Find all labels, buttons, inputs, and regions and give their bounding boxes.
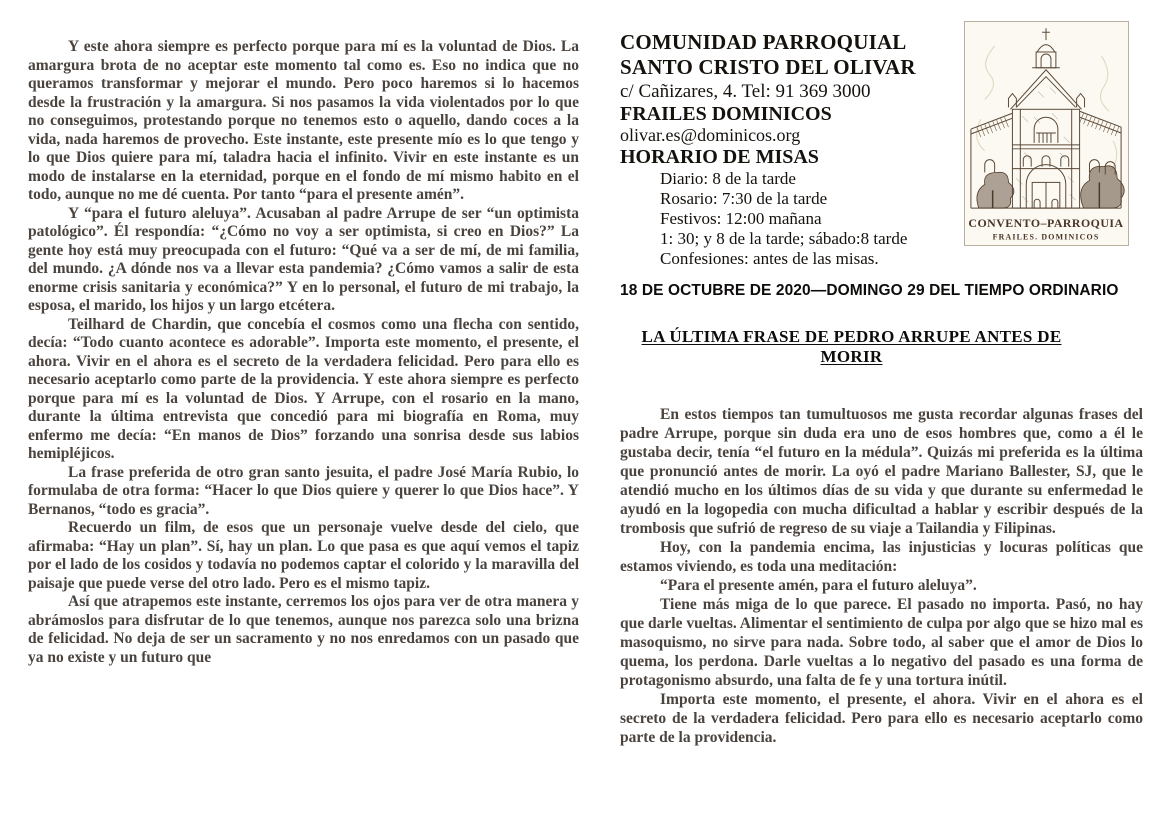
parish-email: olivar.es@dominicos.org [620,125,801,145]
paragraph: Recuerdo un film, de esos que un personaje vuelve desde del cielo, que afirmaba: “Hay un plan”. Sí, hay un plan. Lo que pasa es que aquí vemos el tapiz por el lado de los cosidos y todavía no podemos captar el colorido y la maravilla del paisaje que puede verse del otro lado. Pero es el mismo tapiz. [28,519,579,592]
paragraph: Tiene más miga de lo que parece. El pasado no importa. Pasó, no hay que darle vueltas. Alimentar el sentimiento de culpa por algo que se hizo mal es masoquismo, no sirve para nada. Sobre todo, al saber que el amor de Dios lo quema, los perdona. Darle vueltas a lo negativo del pasado es una forma de protagonismo absurdo, una falta de fe y una tortura inútil. [620,596,1143,689]
tree-sketch [977,166,1124,208]
schedule-line: Rosario: 7:30 de la tarde [660,189,828,208]
article-title: LA ÚLTIMA FRASE DE PEDRO ARRUPE ANTES DE MORIR [641,327,1062,366]
church-drawing [964,21,1129,246]
schedule-line: Confesiones: antes de las misas. [660,249,879,268]
paragraph: Teilhard de Chardin, que concebía el cosmos como una flecha con sentido, decía: “Todo cuanto acontece es adorable”. Importa este momento, el presente, el ahora. Vivir en el ahora es el secreto de la verdadera felicidad. Pero para ello es necesario aceptarlo como parte de la providencia. Y este ahora siempre es perfecto porque para mí es la voluntad de Dios. Y Arrupe, con el rosario en la mano, durante la última entrevista que concedió para mi biografía en Roma, muy enfermo me decía: “En manos de Dios” forzando una sonrisa desde sus labios hemipléjicos. [28,315,579,462]
paragraph: En estos tiempos tan tumultuosos me gusta recordar algunas frases del padre Arrupe, porque sin duda era uno de esos hombres que, como a él le gustaba decir, tenía “el futuro en la médula”. Quizás mi preferida es la última que pronunció antes de morir. La oyó el padre Mariano Ballester, SJ, que le atendió mucho en los últimos días de su vida y que durante su enfermedad le ayudó en la logopedia con mucha dificultad a hablar y escribir después de la trombosis que sufrió de regreso de su viaje a Tailandia y Filipinas. [620,406,1143,537]
mass-schedule-title: HORARIO DE MISAS [620,146,819,168]
date-line: 18 DE OCTUBRE DE 2020—DOMINGO 29 DEL TIEMPO ORDINARIO [620,282,1119,299]
paragraph: Importa este momento, el presente, el ahora. Vivir en el ahora es el secreto de la verdadera felicidad. Pero para ello es necesario aceptarlo como parte de la providencia. [620,691,1143,746]
paragraph: Hoy, con la pandemia encima, las injusticias y locuras políticas que estamos viviendo, es toda una meditación: [620,539,1143,575]
left-column [28,38,579,667]
parish-address: c/ Cañizares, 4. Tel: 91 369 3000 [620,81,871,102]
church-caption-line2: FRAILES. DOMINICOS [992,232,1100,242]
paragraph: “Para el presente amén, para el futuro aleluya”. [660,577,977,594]
article-body [620,405,1143,747]
schedule-line: Diario: 8 de la tarde [660,169,796,188]
schedule-line: Festivos: 12:00 mañana [660,209,822,228]
parish-order-name: FRAILES DOMINICOS [620,103,832,125]
church-facade-sketch [965,22,1128,245]
church-caption-line1: CONVENTO–PARROQUIA [968,215,1124,230]
paragraph: Así que atrapemos este instante, cerremos los ojos para ver de otra manera y abrámoslos para disfrutar de lo que tenemos, aunque nos parezca solo una brizna de felicidad. No deja de ser un sacramento y no nos enredamos con un pasado que ya no existe y un futuro que [28,593,579,666]
parish-name-line1: COMUNIDAD PARROQUIAL [620,30,907,54]
paragraph: Y este ahora siempre es perfecto porque para mí es la voluntad de Dios. La amargura brota de no aceptar este momento tal como es. Eso no indica que no queramos transformar y mejorar el mundo. Pero poco haremos si lo hacemos desde la frustración y la amargura. Si nos pasamos la vida violentados por lo que no conseguimos, protestando porque no tenemos esto o aquello, dando coces a la vida, nada haremos de provecho. Este instante, este presente mío es lo que tengo y lo que Dios quiere para mí, taladra hacia el infinito. Vivir en este instante es un modo de instalarse en la eternidad, porque en el fondo de mí mismo habito en el todo, aunque no me dé cuenta. Por tanto “para el presente amén”. [28,38,579,203]
parish-name-line2: SANTO CRISTO DEL OLIVAR [620,55,916,79]
schedule-line: 1: 30; y 8 de la tarde; sábado:8 tarde [660,229,908,248]
paragraph: La frase preferida de otro gran santo jesuita, el padre José María Rubio, lo formulaba de otra forma: “Hacer lo que Dios quiere y querer lo que Dios hace”. Y Bernanos, “todo es gracia”. [28,463,579,518]
paragraph: Y “para el futuro aleluya”. Acusaban al padre Arrupe de ser “un optimista patológico”. Él respondía: “¿Cómo no voy a ser optimista, si creo en Dios?” La gente hoy está muy preocupada con el futuro: “Qué va a ser de mí, de mi familia, del mundo. ¿A dónde nos va a llevar esta pandemia? ¿Cómo vamos a salir de esta enorme crisis sanitaria y económica?” Y en lo personal, el futuro de mi trabajo, la esposa, el marido, los hijos y un largo etcétera. [28,204,579,314]
